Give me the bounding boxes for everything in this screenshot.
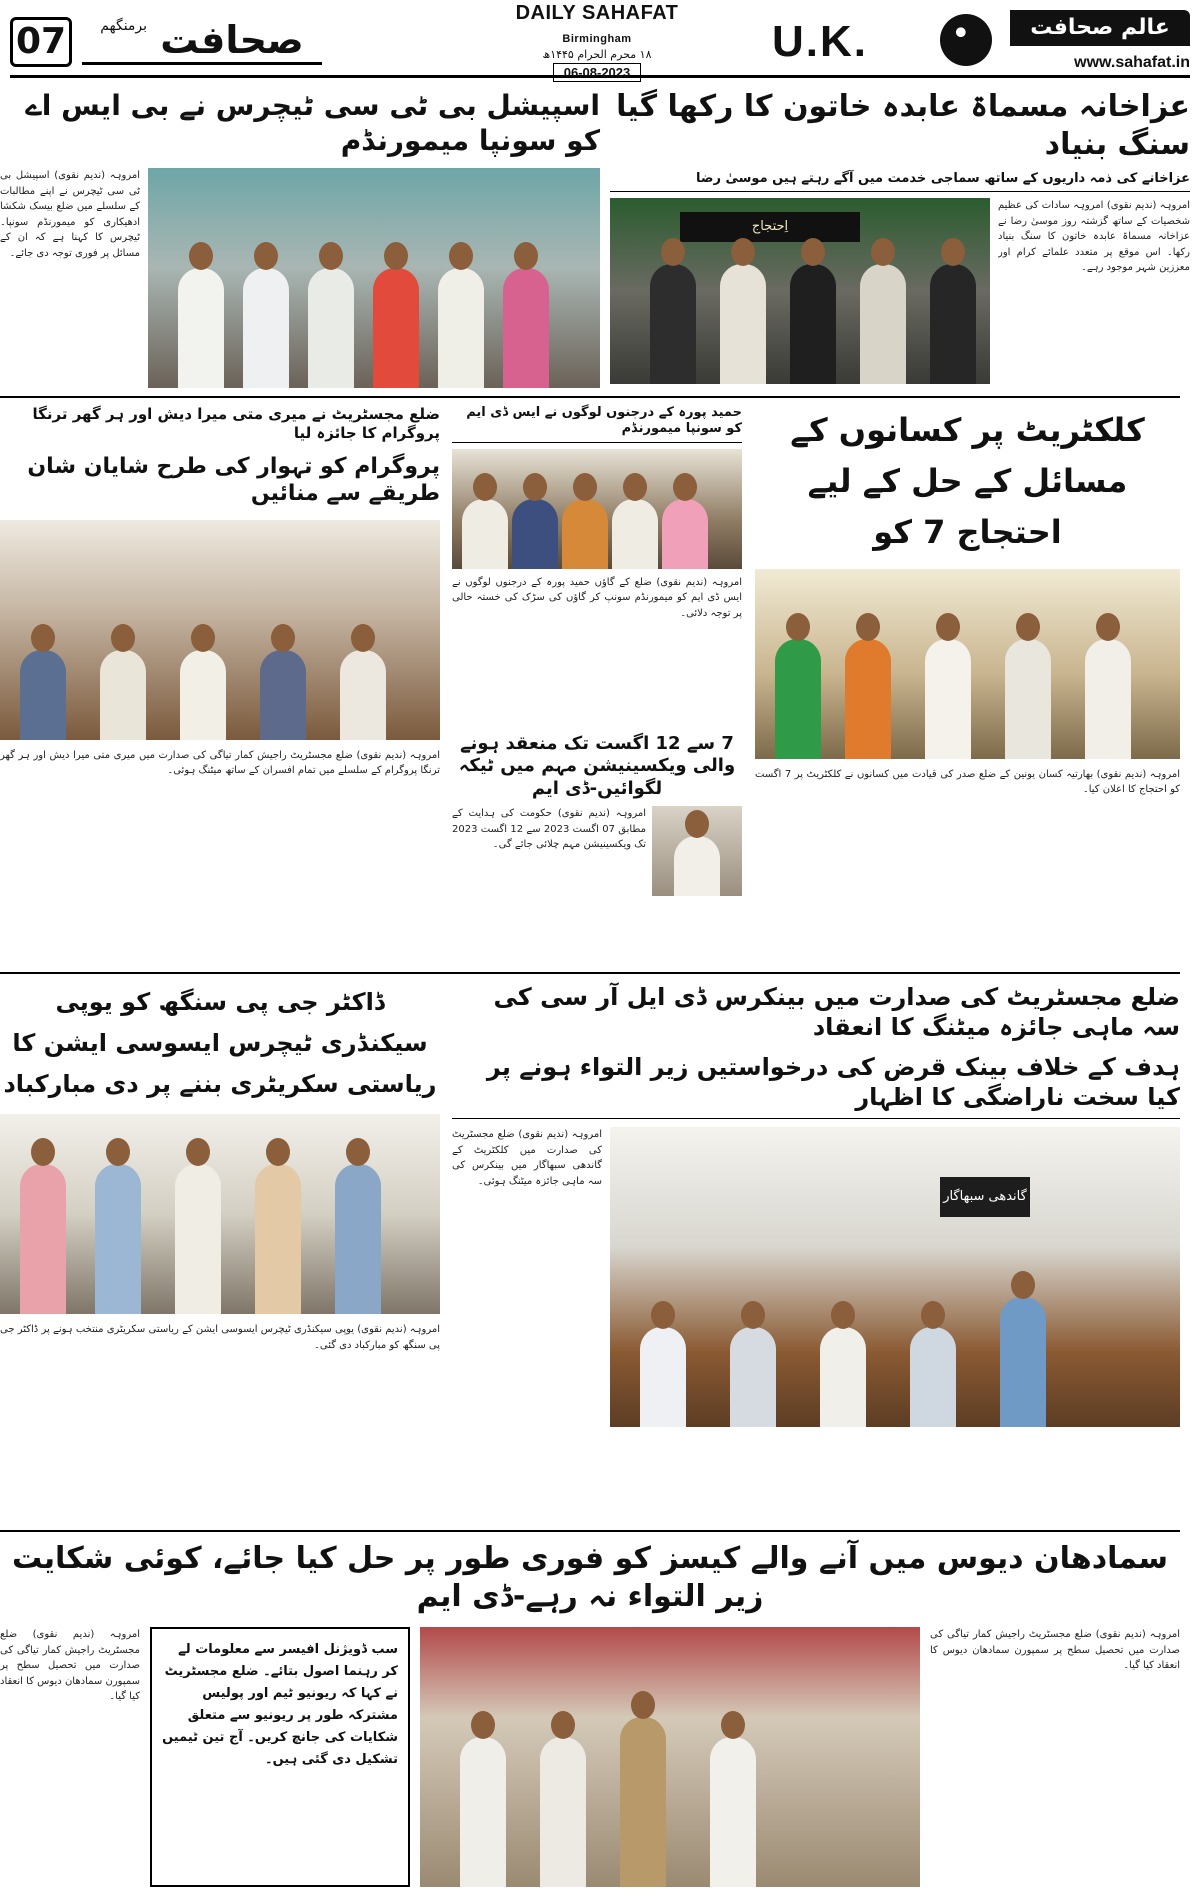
masthead [10,1,1190,80]
person-figure [674,836,720,896]
headline: ضلع مجسٹریٹ کی صدارت میں بینکرس ڈی ایل آر سی کی سہ ماہی جائزہ میٹنگ کا انعقاد [493,983,1180,1041]
headline: عزاخانہ مسماۃ عابدہ خاتون کا رکھا گیا سنگ بنیاد [616,89,1190,162]
person-figure [650,264,696,384]
person-figure [662,499,708,569]
issue-date: 06-08-2023 [553,63,642,82]
page-number: 07 [10,17,72,67]
paper-name-text: صحافت [160,18,304,62]
person-figure [178,268,224,388]
article-body: امروہہ (ندیم نقوی) ضلع مجسٹریٹ کی صدارت میں کلکٹریٹ کے گاندھی سبھاگار میں بینکرس کی سہ ماہی جائزہ میٹنگ ہوئی۔ [452,1129,602,1187]
person-figure [180,650,226,740]
subhead: ہدف کے خلاف بینک قرض کی درخواستیں زیر التواء ہونے پر کیا سخت ناراضگی کا اظہار [452,1052,1180,1119]
person-figure [462,499,508,569]
person-figure [255,1164,301,1314]
article-sdm-memo [452,405,742,965]
person-figure [790,264,836,384]
article-teachers-association [0,982,440,1522]
person-figure [612,499,658,569]
globe-icon [940,14,992,66]
person-figure [373,268,419,388]
paper-name [82,18,322,65]
farmers-photo [755,569,1180,759]
headline: حمید پورہ کے درجنوں لوگوں نے ایس ڈی ایم کو سونپا میمورنڈم [452,405,742,443]
edition-label: U.K. [772,16,868,66]
person-figure [503,268,549,388]
headline: سمادھان دیوس میں آنے والے کیسز کو فوری طور پر حل کیا جائے، کوئی شکایت زیر التواء نہ رہے-ڈی ایم [12,1541,1168,1614]
daily-label: DAILY SAHAFAT Birmingham [515,1,679,45]
ceremony-photo [610,198,990,384]
villagers-photo [452,449,742,569]
subhead: پروگرام کو تہوار کی طرح شایان شان طریقے سے منائیں [27,453,440,506]
person-figure [845,639,891,759]
sign-caption: گاندھی سبھاگار [940,1177,1030,1217]
vaccination-body: امروہہ (ندیم نقوی) حکومت کی ہدایت کے مطابق 07 اگست 2023 سے 12 اگست 2023 تک ویکسینیشن مہم چلائی جائے گی۔ [452,808,646,850]
person-figure [243,268,289,388]
person-figure [512,499,558,569]
meeting-photo [0,520,440,740]
person-figure [20,1164,66,1314]
person-figure [930,264,976,384]
issue-info [502,2,692,82]
person-figure [910,1327,956,1427]
person-figure [730,1327,776,1427]
article-azakhana [610,88,1190,388]
person-figure [1005,639,1051,759]
vaccination-headline: 7 سے 12 اگست تک منعقد ہونے والی ویکسینیشن مہم میں ٹیکہ لگوائیں-ڈی ایم [458,732,736,799]
highlight-box: سب ڈویژنل افیسر سے معلومات لے کر رہنما اصول بتائے۔ ضلع مجسٹریٹ نے کہا کہ ریونیو ٹیم اور پولیس مشترکہ طور پر ریونیو سے متعلق شکایات کی جانچ کریں۔ آج تین ٹیمیں تشکیل دی گئی ہیں۔ [150,1627,410,1887]
person-figure [260,650,306,740]
right-column-body: امروہہ (ندیم نقوی) ضلع مجسٹریٹ راجیش کمار تیاگی کی صدارت میں تحصیل سطح پر سمپورن سمادھان دیوس کا انعقاد کیا گیا۔ [930,1629,1180,1671]
person-figure [775,639,821,759]
site-url: www.sahafat.in [1074,54,1190,71]
person-figure [335,1164,381,1314]
headline: ضلع مجسٹریٹ نے میری متی میرا دیش اور ہر گھر ترنگا پروگرام کا جائزہ لیا [32,405,440,442]
person-figure [1085,639,1131,759]
article-bankers-meeting [452,982,1180,1522]
divider [0,396,1180,398]
logo-text: عالم صحافت [1010,10,1190,46]
person-figure [1000,1297,1046,1427]
person-figure [95,1164,141,1314]
headline: اسپیشل بی ٹی سی ٹیچرس نے بی ایس اے کو سونپا میمورنڈم [25,89,600,157]
headline: کلکٹریٹ پر کسانوں کے مسائل کے حل کے لیے احتجاج 7 کو [790,411,1145,552]
hearing-photo [420,1627,920,1887]
article-body: امروہہ (ندیم نقوی) امروہہ سادات کی عظیم شخصیات کے ساتھ گزشتہ روز موسیٰ رضا نے عزاخانہ مسماۃ عابدہ خاتون کا سنگ بنیاد رکھا۔ اس موقع پر متعدد علمائے کرام اور معززین شہر موجود رہے۔ [998,200,1190,274]
brand-logo [940,10,1190,72]
article-meri-mitti [0,405,440,965]
person-figure [640,1327,686,1427]
person-figure [438,268,484,388]
memorandum-photo [148,168,600,388]
person-figure [460,1737,506,1887]
article-samadhan-diwas [0,1540,1180,1880]
article-memorandum [0,88,600,388]
article-body: امروہہ (ندیم نقوی) ضلع کے گاؤں حمید پورہ کے درجنوں لوگوں نے ایس ڈی ایم کو میمورنڈم سونپ کر گاؤں کی سڑک کی خستہ حالی پر توجہ دلائی۔ [452,576,742,619]
article-farmers [755,405,1180,965]
article-body: امروہہ (ندیم نقوی) بھارتیہ کسان یونین کے ضلع صدر کی قیادت میں کسانوں نے کلکٹریٹ پر 7 اگست کو احتجاج کا اعلان کیا۔ [755,768,1180,796]
article-body: امروہہ (ندیم نقوی) ضلع مجسٹریٹ راجیش کمار تیاگی کی صدارت میں میری متی میرا دیش اور ہر گھر ترنگا پروگرام کے سلسلے میں تمام افسران کے ساتھ میٹنگ ہوئی۔ [0,749,440,776]
person-figure [562,499,608,569]
person-figure [720,264,766,384]
article-body: امروہہ (ندیم نقوی) یوپی سیکنڈری ٹیچرس ایسوسی ایشن کے ریاستی سکریٹری منتخب ہونے پر ڈاکٹر جی پی سنگھ کو مبارکباد دی گئی۔ [0,1324,440,1351]
dm-portrait [652,806,742,896]
person-figure [175,1164,221,1314]
hijri-date: ۱۸ محرم الحرام ۱۴۴۵ھ [542,47,652,61]
person-figure [308,268,354,388]
person-figure [340,650,386,740]
left-column-body: امروہہ (ندیم نقوی) ضلع مجسٹریٹ راجیش کمار تیاگی کی صدارت میں تحصیل سطح پر سمپورن سمادھان دیوس کا انعقاد کیا گیا۔ [0,1629,140,1702]
person-figure [20,650,66,740]
person-figure [860,264,906,384]
headline: ڈاکٹر جی پی سنگھ کو یوپی سیکنڈری ٹیچرس ایسوسی ایشن کا ریاستی سکریٹری بننے پر دی مبارکباد [3,988,437,1098]
article-body: امروہہ (ندیم نقوی) اسپیشل بی ٹی سی ٹیچرس نے اپنے مطالبات کے سلسلے میں ضلع بیسک شکشا ادھیکاری کو میمورنڈم سونپا۔ ٹیچرس کا کہنا ہے کہ ان کے مسائل پر فوری توجہ دی جائے۔ [0,170,140,259]
banner-caption: اِحتجاج [680,212,860,242]
paper-name-tag: برمنگھم [100,18,148,34]
person-figure [100,650,146,740]
bankers-photo [610,1127,1180,1427]
divider [0,972,1180,974]
person-figure [540,1737,586,1887]
person-figure [710,1737,756,1887]
subhead: عزاخانے کی ذمہ داریوں کے ساتھ سماجی خدمت میں آگے رہتے ہیں موسیٰ رضا [610,171,1190,192]
person-figure [620,1717,666,1887]
felicitation-photo [0,1114,440,1314]
person-figure [925,639,971,759]
person-figure [820,1327,866,1427]
divider [0,1530,1180,1532]
